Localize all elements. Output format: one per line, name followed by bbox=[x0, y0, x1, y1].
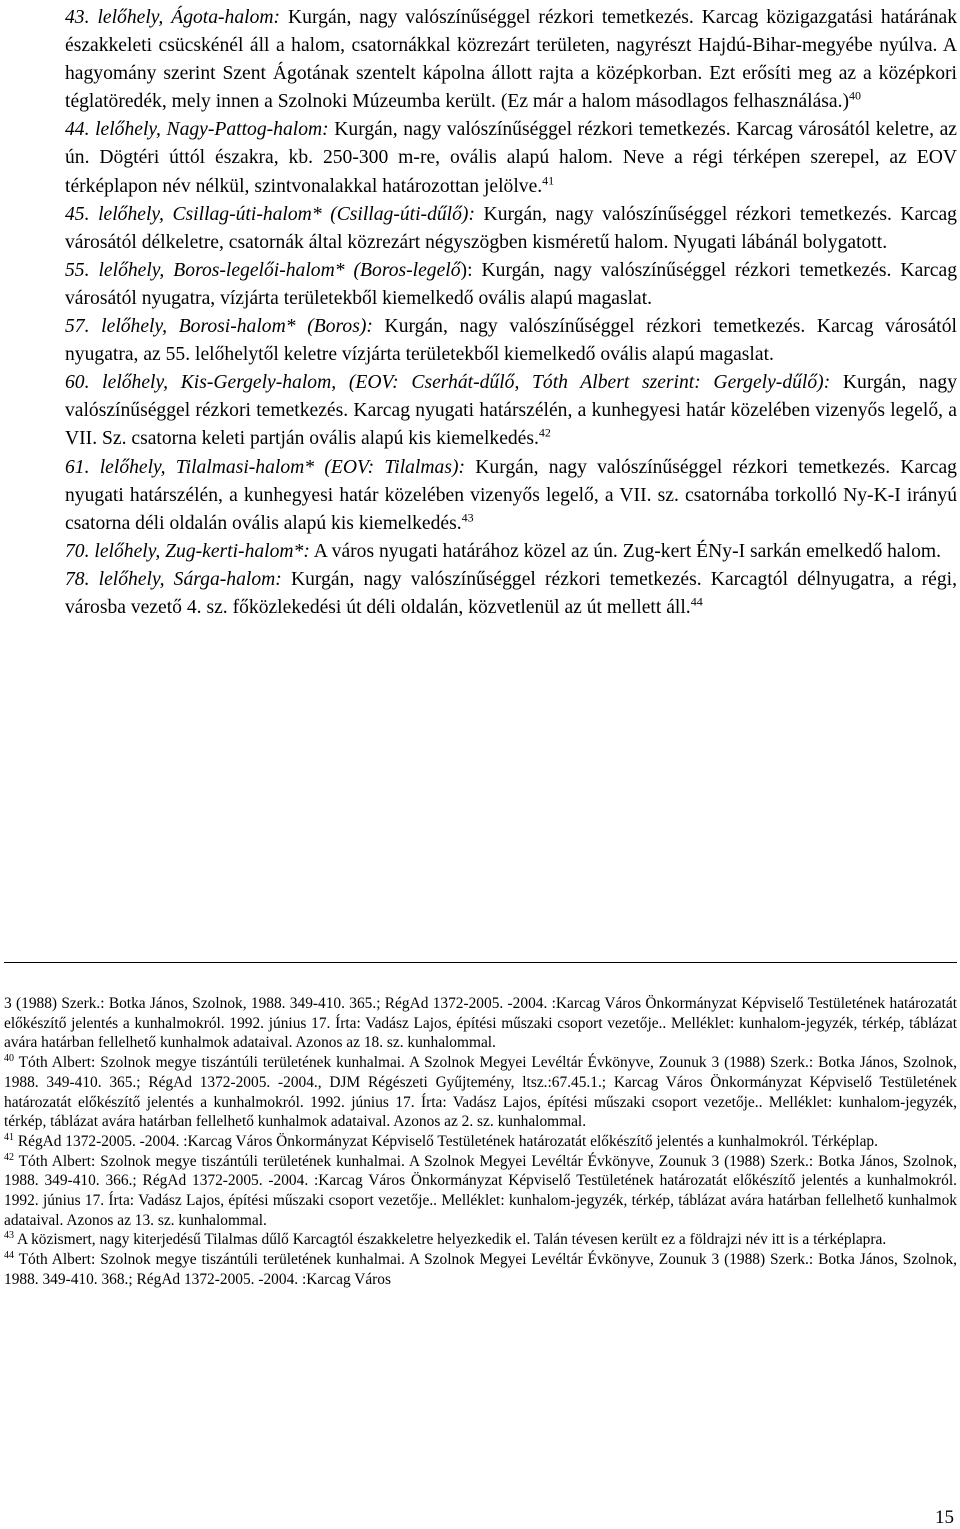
site-entry bbox=[65, 369, 957, 453]
footnote-text: 3 (1988) Szerk.: Botka János, Szolnok, 1988. 349-410. 365.; RégAd 1372-2005. -2004. :Karcag Város Önkormányzat Képviselő Testületének határozatát előkészítő jelentés a kunhalmokról. 1992. június 17. Írta: Vadász Lajos, építési műszaki csoport vezetője.. Melléklet: kunhalom-jegyzék, térkép, táblázat avára határban fellelhető kunhalmok adataival. Azonos az 18. sz. kunhalommal. bbox=[4, 995, 957, 1052]
site-entry bbox=[65, 116, 957, 200]
footnote-text: A közismert, nagy kiterjedésű Tilalmas dűlő Karcagtól északkeletre helyezkedik el. Talán tévesen került ez a földrajzi név itt is a térképlapra. bbox=[14, 1231, 887, 1249]
footnote-ref[interactable]: 44 bbox=[690, 594, 703, 609]
footnote bbox=[4, 1230, 957, 1250]
site-entry bbox=[65, 201, 957, 257]
site-description: Kurgán, nagy valószínűséggel rézkori temetkezés. Karcag nyugati határszélén, a kunhegyesi határ közelében vizenyős legelő, a VII. sz. csatornába torkolló Ny-K-I irányú csatorna déli oldalán ovális alapú kis kiemelkedés. bbox=[65, 456, 957, 534]
site-description: Kurgán, nagy valószínűséggel rézkori temetkezés. Karcag közigazgatási határának északkeleti csücskénél áll a halom, csatornákkal közrezárt területen, nagyrészt Hajdú-Bihar-megyébe nyúlva. A hagyomány szerint Szent Ágotának szentelt kápolna állott rajta a középkorban. Ezt erősíti meg az a középkori téglatöredék, mely innen a Szolnoki Múzeumba került. (Ez már a halom másodlagos felhasználása.) bbox=[65, 7, 957, 113]
page-number: 15 bbox=[935, 1507, 954, 1528]
site-description: Kurgán, nagy valószínűséggel rézkori temetkezés. Karcag városától keletre, az ún. Dögtéri úttól északra, kb. 250-300 m-re, ovális alapú halom. Neve a régi térképen szerepel, az EOV térképlapon név nélkül, szintvonalakkal határozottan jelölve. bbox=[65, 119, 957, 197]
footnote-ref[interactable]: 43 bbox=[461, 510, 474, 525]
site-description: Kurgán, nagy valószínűséggel rézkori temetkezés. Karcag nyugati határszélén, a kunhegyesi határ közelében vizenyős legelő, a VII. Sz. csatorna keleti partján ovális alapú kis kiemelkedés. bbox=[65, 372, 957, 450]
footnote-ref[interactable]: 40 bbox=[849, 88, 862, 103]
footnotes bbox=[4, 994, 957, 1290]
footnote-text: RégAd 1372-2005. -2004. :Karcag Város Önkormányzat Képviselő Testületének határozatát előkészítő jelentés a kunhalmokról. Térképlap. bbox=[14, 1132, 878, 1150]
footnote-text: Tóth Albert: Szolnok megye tiszántúli területének kunhalmai. A Szolnok Megyei Levéltár Évkönyve, Zounuk 3 (1988) Szerk.: Botka János, Szolnok, 1988. 349-410. 368.; RégAd 1372-2005. -2004. :Karcag Város bbox=[4, 1251, 957, 1288]
site-heading: 57. lelőhely, Borosi-halom* (Boros): bbox=[65, 316, 373, 338]
footnote-number: 42 bbox=[4, 1151, 14, 1163]
footnote-ref[interactable]: 41 bbox=[542, 173, 555, 188]
site-description: Kurgán, nagy valószínűséggel rézkori temetkezés. Karcag városától nyugatra, az 55. lelőhelytől keletre vízjárta területekből kiemelkedő ovális alapú magaslat. bbox=[65, 316, 957, 366]
footnote-number: 43 bbox=[4, 1230, 14, 1242]
footnote-separator bbox=[4, 962, 957, 963]
site-entry bbox=[65, 257, 957, 313]
site-heading: 45. lelőhely, Csillag-úti-halom* (Csillag-úti-dűlő): bbox=[65, 203, 475, 225]
footnote bbox=[4, 1250, 957, 1289]
site-description: A város nyugati határához közel az ún. Zug-kert ÉNy-I sarkán emelkedő halom. bbox=[309, 540, 942, 562]
footnote bbox=[4, 1053, 957, 1132]
footnote-number: 41 bbox=[4, 1131, 14, 1143]
footnote-number: 44 bbox=[4, 1250, 14, 1262]
site-entry bbox=[65, 313, 957, 369]
site-heading: 43. lelőhely, Ágota-halom: bbox=[65, 7, 281, 28]
site-entry bbox=[65, 4, 957, 116]
site-heading: 55. lelőhely, Boros-legelői-halom* (Boros-legelő bbox=[65, 259, 461, 281]
site-description: Kurgán, nagy valószínűséggel rézkori temetkezés. Karcag városától délkeletre, csatornák által közrezárt négyszögben kisméretű halom. Nyugati lábánál bolygatott. bbox=[65, 203, 957, 253]
site-heading: 60. lelőhely, Kis-Gergely-halom, (EOV: Cserhát-dűlő, Tóth Albert szerint: Gergely-dűlő): bbox=[65, 372, 831, 394]
main-text bbox=[65, 4, 957, 622]
site-description: ): Kurgán, nagy valószínűséggel rézkori temetkezés. Karcag városától nyugatra, vízjárta területekből kiemelkedő ovális alapú magaslat. bbox=[65, 259, 957, 309]
site-heading: 70. lelőhely, Zug-kerti-halom*: bbox=[65, 540, 310, 562]
footnote bbox=[4, 1152, 957, 1231]
site-heading: 61. lelőhely, Tilalmasi-halom* (EOV: Tilalmas): bbox=[65, 456, 465, 478]
footnote bbox=[4, 1132, 957, 1152]
footnote-number: 40 bbox=[4, 1052, 14, 1064]
site-entry bbox=[65, 538, 957, 566]
footnote bbox=[4, 994, 957, 1053]
footnote-text: Tóth Albert: Szolnok megye tiszántúli területének kunhalmai. A Szolnok Megyei Levéltár Évkönyve, Zounuk 3 (1988) Szerk.: Botka János, Szolnok, 1988. 349-410. 365.; RégAd 1372-2005. -2004., DJM Régészeti Gyűjtemény, ltsz.:67.45.1.; Karcag Város Önkormányzat Képviselő Testületének határozatát előkészítő jelentés a kunhalmokról. 1992. június 17. Írta: Vadász Lajos, építési műszaki csoport vezetője.. Melléklet: kunhalom-jegyzék, térkép, táblázat avára határban fellelhető kunhalmok adataival. Azonos az 2. sz. kunhalommal. bbox=[4, 1054, 957, 1131]
site-description: Kurgán, nagy valószínűséggel rézkori temetkezés. Karcagtól délnyugatra, a régi, városba vezető 4. sz. főközlekedési út déli oldalán, közvetlenül az út mellett áll. bbox=[65, 568, 957, 618]
site-entry bbox=[65, 566, 957, 622]
site-heading: 44. lelőhely, Nagy-Pattog-halom: bbox=[65, 119, 329, 141]
footnote-ref[interactable]: 42 bbox=[538, 425, 551, 440]
footnote-text: Tóth Albert: Szolnok megye tiszántúli területének kunhalmai. A Szolnok Megyei Levéltár Évkönyve, Zounuk 3 (1988) Szerk.: Botka János, Szolnok, 1988. 349-410. 366.; RégAd 1372-2005. -2004. :Karcag Város Önkormányzat Képviselő Testületének határozatát előkészítő jelentés a kunhalmokról. 1992. június 17. Írta: Vadász Lajos, építési műszaki csoport vezetője.. Melléklet: kunhalom-jegyzék, térkép, táblázat avára határban fellelhető kunhalmok adataival. Azonos az 13. sz. kunhalommal. bbox=[4, 1152, 957, 1229]
site-entry bbox=[65, 454, 957, 538]
site-heading: 78. lelőhely, Sárga-halom: bbox=[65, 568, 282, 590]
